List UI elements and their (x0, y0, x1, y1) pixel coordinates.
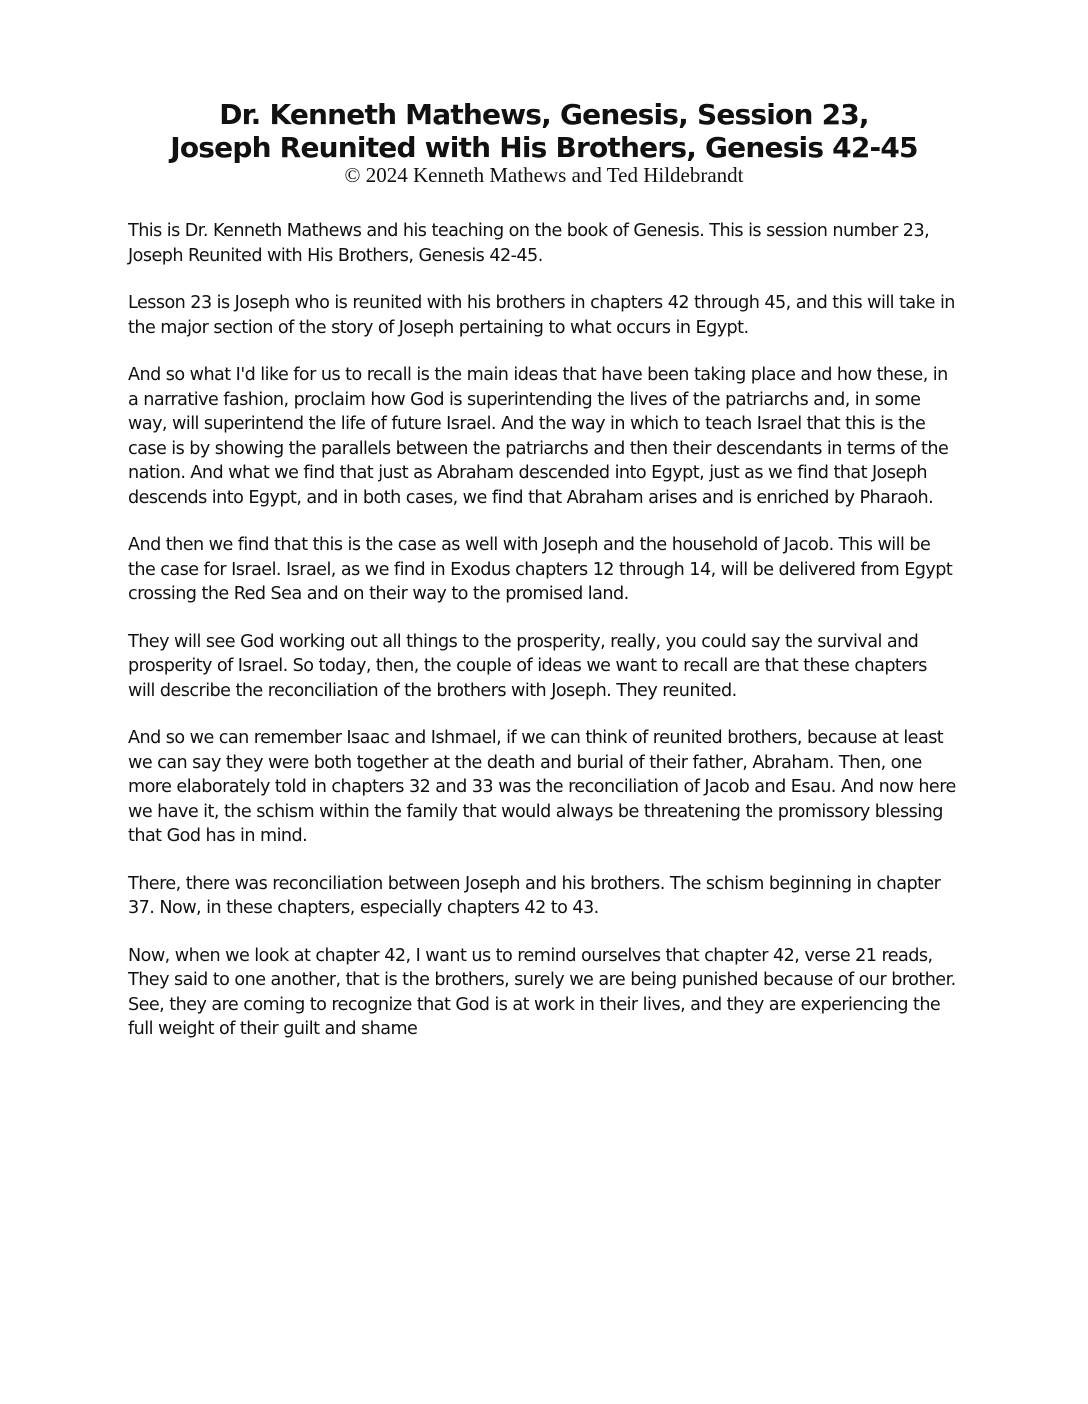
paragraph-7: There, there was reconciliation between Joseph and his brothers. The schism beginning in chapter 37. Now, in these chapters, especially chapters 42 to 43. (128, 873, 941, 918)
paragraph-4: And then we find that this is the case as well with Joseph and the household of Jacob. This will be the case for Israel. Israel, as we find in Exodus chapters 12 through 14, will be delivered from Egypt crossing the Red Sea and on their way to the promised land. (128, 535, 953, 604)
paragraph-8: Now, when we look at chapter 42, I want us to remind ourselves that chapter 42, verse 21 reads, They said to one another, that is the brothers, surely we are being punished because of our brother. See, they are coming to recognize that God is at work in their lives, and they are experiencing the full weight of their guilt and shame (128, 945, 956, 1039)
copyright-notice: © 2024 Kenneth Mathews and Ted Hildebrandt (344, 163, 744, 187)
document-header (0, 98, 1088, 186)
paragraph-2: Lesson 23 is Joseph who is reunited with his brothers in chapters 42 through 45, and this will take in the major section of the story of Joseph pertaining to what occurs in Egypt. (128, 293, 955, 338)
paragraph-1: This is Dr. Kenneth Mathews and his teaching on the book of Genesis. This is session number 23, Joseph Reunited with His Brothers, Genesis 42-45. (128, 221, 930, 266)
title-line-1: Dr. Kenneth Mathews, Genesis, Session 23, (219, 98, 869, 131)
paragraph-6: And so we can remember Isaac and Ishmael, if we can think of reunited brothers, because at least we can say they were both together at the death and burial of their father, Abraham. Then, one more elaborately told in chapters 32 and 33 was the reconciliation of Jacob and Esau. And now here we have it, the schism within the family that would always be threatening the promissory blessing that God has in mind. (128, 728, 956, 846)
title-line-2: Joseph Reunited with His Brothers, Genesis 42-45 (170, 131, 918, 164)
document-body (128, 219, 956, 1065)
paragraph-3: And so what I'd like for us to recall is the main ideas that have been taking place and how these, in a narrative fashion, proclaim how God is superintending the lives of the patriarchs and, in some way, will superintend the life of future Israel. And the way in which to teach Israel that this is the case is by showing the parallels between the patriarchs and then their descendants in terms of the nation. And what we find that just as Abraham descended into Egypt, just as we find that Joseph descends into Egypt, and in both cases, we find that Abraham arises and is enriched by Pharaoh. (128, 365, 949, 508)
paragraph-5: They will see God working out all things to the prosperity, really, you could say the survival and prosperity of Israel. So today, then, the couple of ideas we want to recall are that these chapters will describe the reconciliation of the brothers with Joseph. They reunited. (128, 631, 927, 701)
